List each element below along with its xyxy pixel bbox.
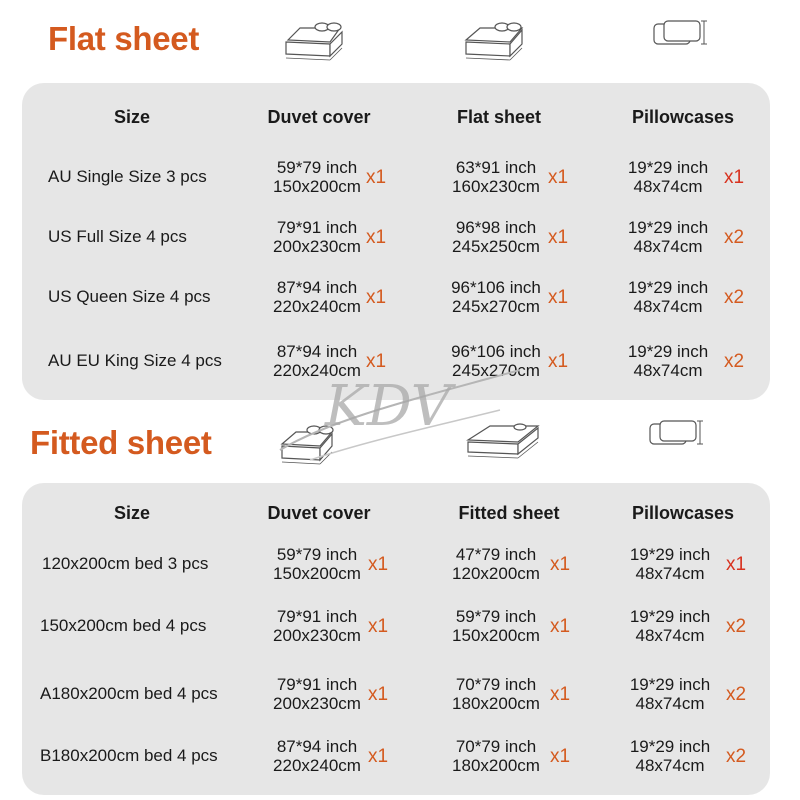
duvet-quantity: x1: [368, 616, 389, 637]
size-label: 120x200cm bed 3 pcs: [42, 554, 209, 573]
pillow-dimension: 19*29 inch 48x74cm: [629, 737, 711, 775]
size-label: US Queen Size 4 pcs: [48, 287, 211, 306]
pillow-quantity: x2: [726, 684, 747, 705]
header-pillowcases: Pillowcases: [631, 503, 735, 523]
pillow-quantity: x2: [724, 227, 745, 248]
flat-sheet-title: Flat sheet: [48, 20, 200, 57]
size-label: B180x200cm bed 4 pcs: [40, 746, 218, 765]
sheet-dimension: 70*79 inch 180x200cm: [452, 737, 540, 775]
pillow-dimension: 19*29 inch 48x74cm: [627, 218, 709, 256]
duvet-dimension: 79*91 inch 200x230cm: [273, 607, 361, 645]
duvet-dimension: 87*94 inch 220x240cm: [273, 737, 361, 775]
header-duvet-cover: Duvet cover: [267, 503, 371, 523]
pillow-dimension: 19*29 inch 48x74cm: [627, 342, 709, 380]
duvet-dimension: 59*79 inch 150x200cm: [273, 158, 361, 196]
size-label: A180x200cm bed 4 pcs: [40, 684, 218, 703]
sheet-dimension: 96*98 inch 245x250cm: [452, 218, 540, 256]
pillow-quantity: x2: [724, 287, 745, 308]
sheet-quantity: x1: [548, 287, 569, 308]
duvet-bed-icon: [278, 18, 350, 62]
duvet-dimension: 87*94 inch 220x240cm: [273, 278, 361, 316]
duvet-quantity: x1: [368, 554, 389, 575]
sheet-dimension: 70*79 inch 180x200cm: [452, 675, 540, 713]
header-size: Size: [113, 503, 151, 523]
sheet-dimension: 96*106 inch 245x270cm: [451, 278, 541, 316]
header-pillowcases: Pillowcases: [631, 107, 735, 127]
sheet-quantity: x1: [550, 616, 571, 637]
size-label: AU EU King Size 4 pcs: [48, 351, 222, 370]
header-size: Size: [113, 107, 151, 127]
pillow-dimension: 19*29 inch 48x74cm: [627, 158, 709, 196]
sheet-quantity: x1: [548, 351, 569, 372]
sheet-quantity: x1: [548, 227, 569, 248]
duvet-quantity: x1: [366, 287, 387, 308]
pillow-quantity: x2: [724, 351, 745, 372]
size-label: 150x200cm bed 4 pcs: [40, 616, 207, 635]
pillow-dimension: 19*29 inch 48x74cm: [627, 278, 709, 316]
pillow-quantity: x2: [726, 616, 747, 637]
duvet-quantity: x1: [368, 684, 389, 705]
duvet-quantity: x1: [366, 351, 387, 372]
sheet-quantity: x1: [548, 167, 569, 188]
duvet-dimension: 87*94 inch 220x240cm: [273, 342, 361, 380]
pillow-dimension: 19*29 inch 48x74cm: [629, 607, 711, 645]
pillow-dimension: 19*29 inch 48x74cm: [629, 545, 711, 583]
size-label: AU Single Size 3 pcs: [48, 167, 207, 186]
pillowcase-icon: [648, 418, 704, 452]
duvet-dimension: 59*79 inch 150x200cm: [273, 545, 361, 583]
duvet-quantity: x1: [366, 227, 387, 248]
duvet-quantity: x1: [368, 746, 389, 767]
duvet-dimension: 79*91 inch 200x230cm: [273, 218, 361, 256]
sheet-dimension: 59*79 inch 150x200cm: [452, 607, 540, 645]
sheet-quantity: x1: [550, 554, 571, 575]
sheet-quantity: x1: [550, 746, 571, 767]
header-flat-sheet: Flat sheet: [456, 107, 542, 127]
pillow-quantity: x2: [726, 746, 747, 767]
pillowcase-icon: [652, 18, 708, 52]
pillow-dimension: 19*29 inch 48x74cm: [629, 675, 711, 713]
sheet-dimension: 47*79 inch 120x200cm: [452, 545, 540, 583]
fitted-sheet-table: [22, 483, 770, 795]
kdv-watermark: [270, 330, 530, 470]
watermark-text: KDV: [325, 374, 452, 439]
header-fitted-sheet: Fitted sheet: [458, 503, 560, 523]
sheet-dimension: 96*106 inch 245x270cm: [451, 342, 541, 380]
sheet-quantity: x1: [550, 684, 571, 705]
size-label: US Full Size 4 pcs: [48, 227, 187, 246]
pillow-quantity: x1: [726, 554, 747, 575]
duvet-dimension: 79*91 inch 200x230cm: [273, 675, 361, 713]
header-duvet-cover: Duvet cover: [267, 107, 371, 127]
fitted-sheet-title: Fitted sheet: [30, 424, 212, 461]
duvet-quantity: x1: [366, 167, 387, 188]
flat-sheet-bed-icon: [458, 18, 530, 62]
pillow-quantity: x1: [724, 167, 745, 188]
sheet-dimension: 63*91 inch 160x230cm: [452, 158, 540, 196]
